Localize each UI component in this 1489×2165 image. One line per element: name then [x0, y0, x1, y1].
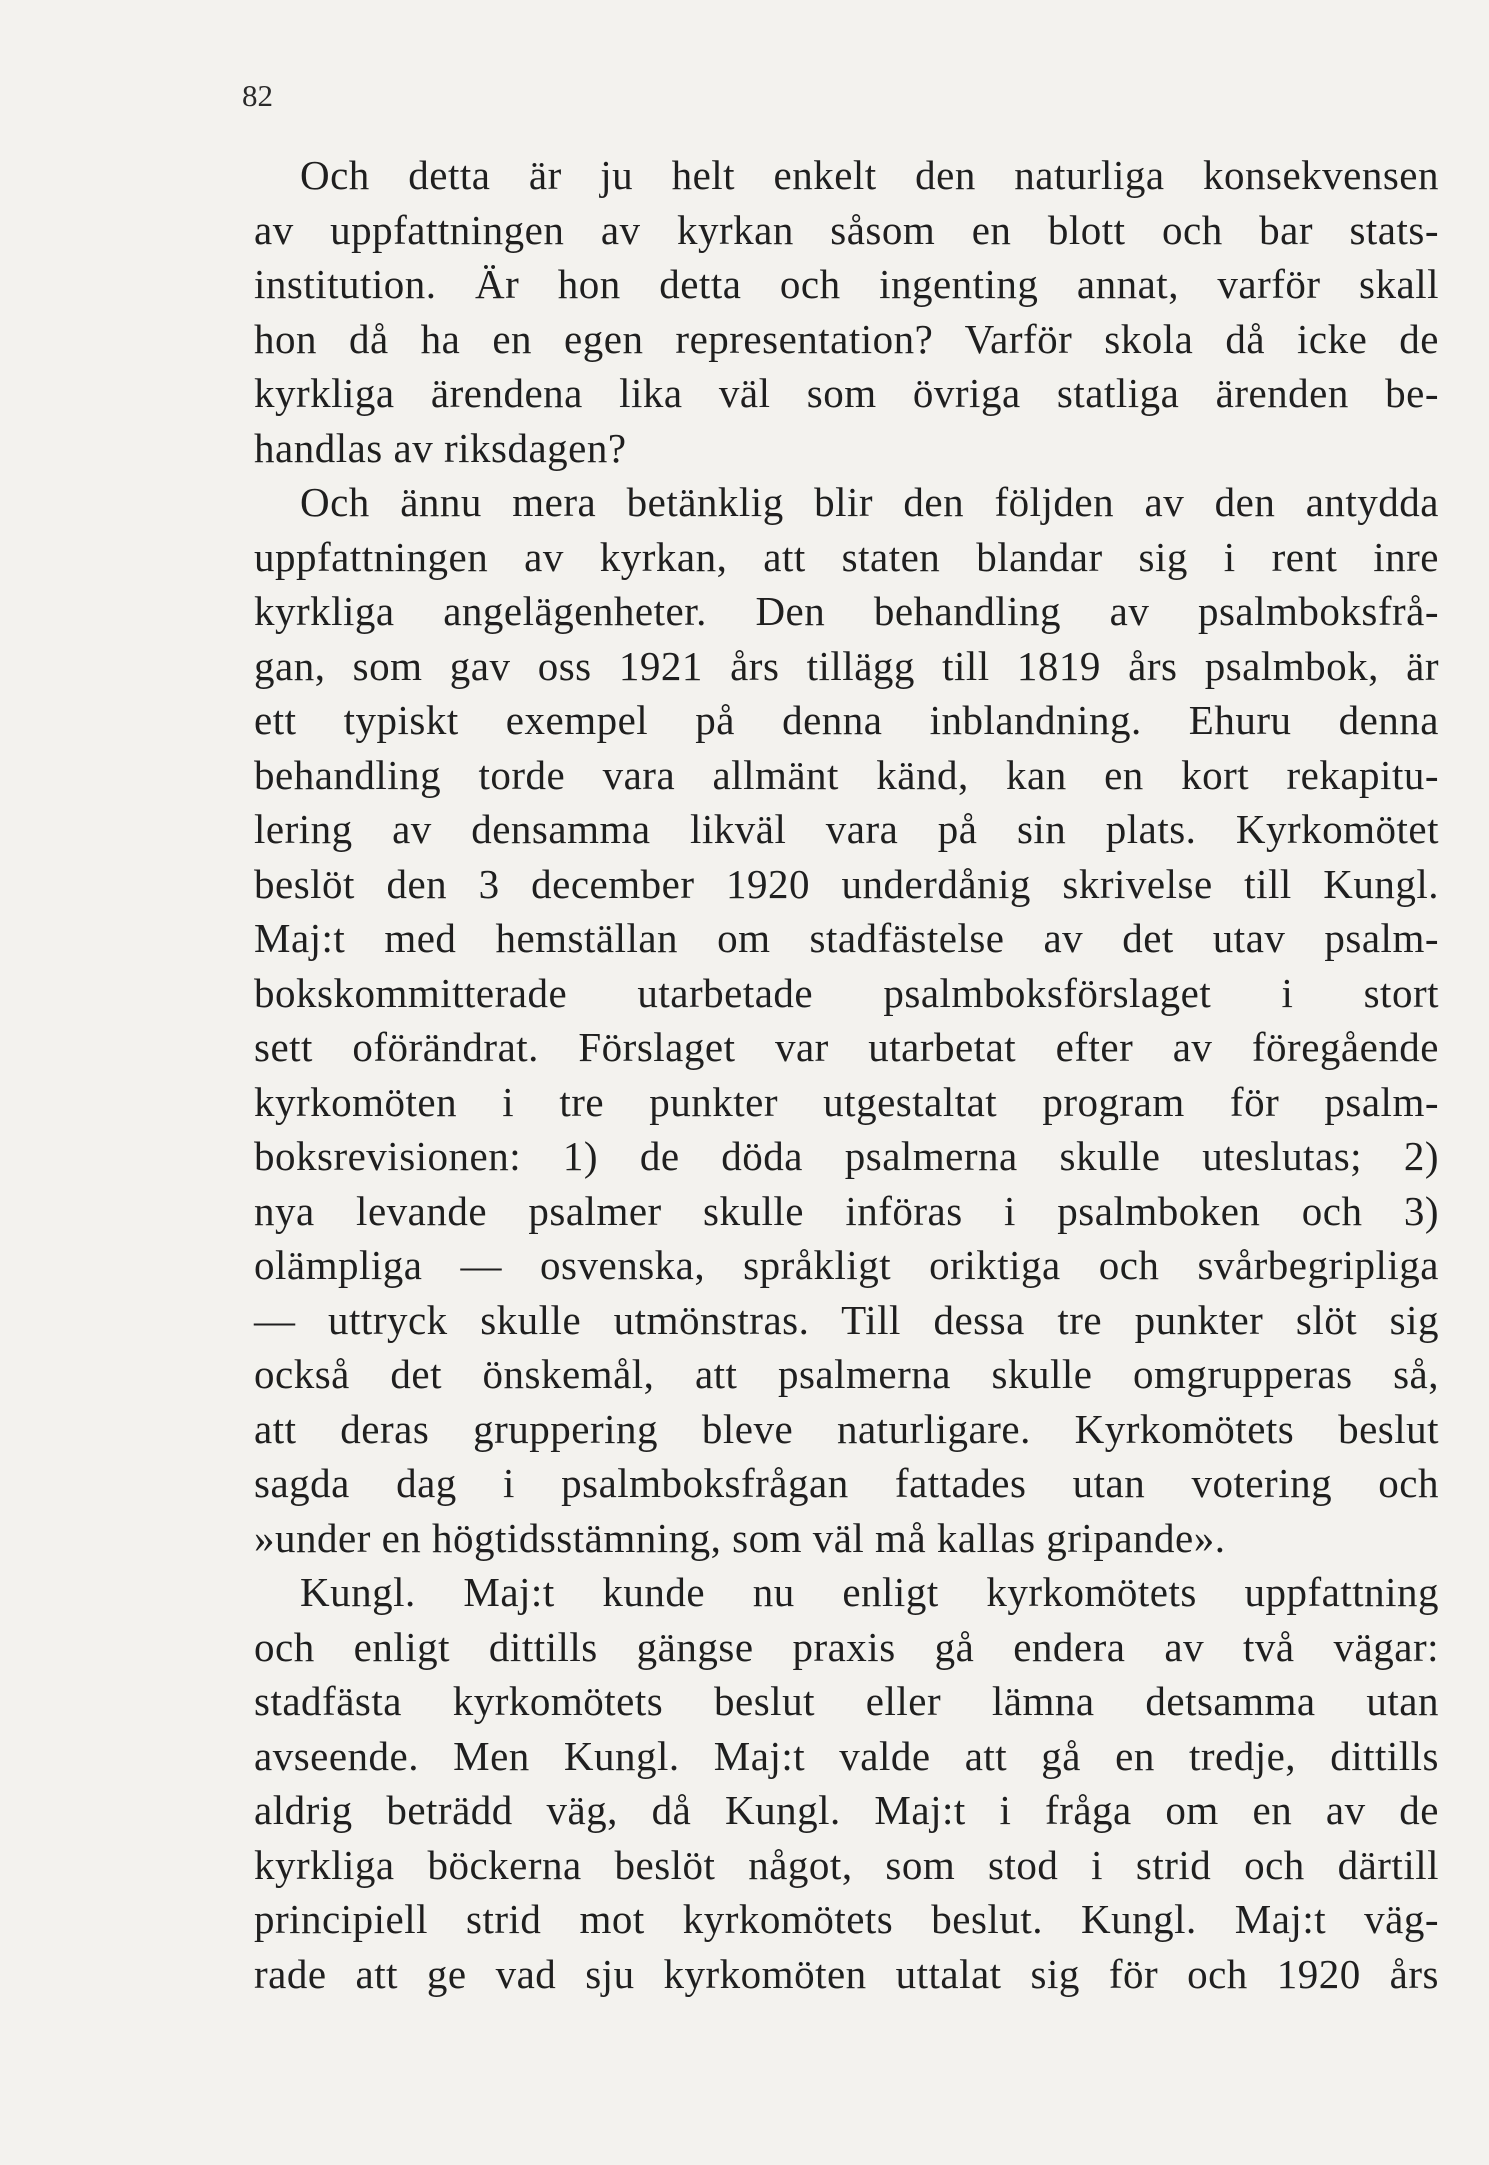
text-line: handlas av riksdagen?	[254, 424, 627, 471]
text-line: att deras gruppering bleve naturligare. Kyrkomötets beslut	[254, 1405, 1439, 1452]
text-line: lering av densamma likväl vara på sin plats. Kyrkomötet	[254, 806, 1439, 852]
text-line: beslöt den 3 december 1920 underdånig skrivelse till Kungl.	[254, 860, 1439, 907]
text-line: kyrkliga ärendena lika väl som övriga statliga ärenden be-	[254, 370, 1439, 416]
text-line: kyrkliga angelägenheter. Den behandling av psalmboksfrå-	[254, 588, 1439, 634]
text-line: och enligt dittills gängse praxis gå endera av två vägar:	[254, 1623, 1439, 1670]
text-line: avseende. Men Kungl. Maj:t valde att gå en tredje, dittills	[254, 1732, 1439, 1779]
text-line: stadfästa kyrkomötets beslut eller lämna detsamma utan	[254, 1678, 1439, 1724]
text-line: uppfattningen av kyrkan, att staten blandar sig i rent inre	[254, 533, 1439, 580]
text-line: hon då ha en egen representation? Varför skola då icke de	[254, 315, 1439, 362]
text-line: boksrevisionen: 1) de döda psalmerna skulle uteslutas; 2)	[254, 1133, 1439, 1179]
text-line: ett typiskt exempel på denna inblandning. Ehuru denna	[254, 697, 1439, 743]
text-line: aldrig beträdd väg, då Kungl. Maj:t i fråga om en av de	[254, 1787, 1439, 1833]
text-line: bokskommitterade utarbetade psalmboksförslaget i stort	[254, 969, 1439, 1016]
text-line: Och detta är ju helt enkelt den naturliga konsekvensen	[300, 152, 1439, 198]
text-line: nya levande psalmer skulle införas i psalmboken och 3)	[254, 1187, 1439, 1234]
text-line: »under en högtidsstämning, som väl må kallas gripande».	[254, 1514, 1226, 1561]
text-line: Maj:t med hemställan om stadfästelse av det utav psalm-	[254, 915, 1439, 961]
text-line: behandling torde vara allmänt känd, kan en kort rekapitu-	[254, 751, 1439, 798]
text-line: kyrkomöten i tre punkter utgestaltat program för psalm-	[254, 1078, 1439, 1125]
text-line: olämpliga — osvenska, språkligt oriktiga och svårbegripliga	[254, 1242, 1439, 1288]
text-line: rade att ge vad sju kyrkomöten uttalat sig för och 1920 års	[254, 1950, 1439, 1997]
page-number: 82	[242, 78, 273, 113]
text-line: också det önskemål, att psalmerna skulle omgrupperas så,	[254, 1351, 1439, 1397]
body-text	[254, 148, 1439, 2001]
text-line: Och ännu mera betänklig blir den följden av den antydda	[300, 479, 1439, 525]
text-line: — uttryck skulle utmönstras. Till dessa tre punkter slöt sig	[254, 1296, 1439, 1343]
text-line: principiell strid mot kyrkomötets beslut. Kungl. Maj:t väg-	[254, 1896, 1439, 1942]
text-line: gan, som gav oss 1921 års tillägg till 1819 års psalmbok, är	[254, 642, 1439, 689]
text-line: sagda dag i psalmboksfrågan fattades utan votering och	[254, 1460, 1439, 1506]
text-line: institution. Är hon detta och ingenting annat, varför skall	[254, 261, 1439, 307]
text-line: av uppfattningen av kyrkan såsom en blott och bar stats-	[254, 206, 1439, 253]
text-line: kyrkliga böckerna beslöt något, som stod i strid och därtill	[254, 1841, 1439, 1888]
text-line: sett oförändrat. Förslaget var utarbetat efter av föregående	[254, 1024, 1439, 1070]
text-line: Kungl. Maj:t kunde nu enligt kyrkomötets uppfattning	[300, 1569, 1439, 1615]
